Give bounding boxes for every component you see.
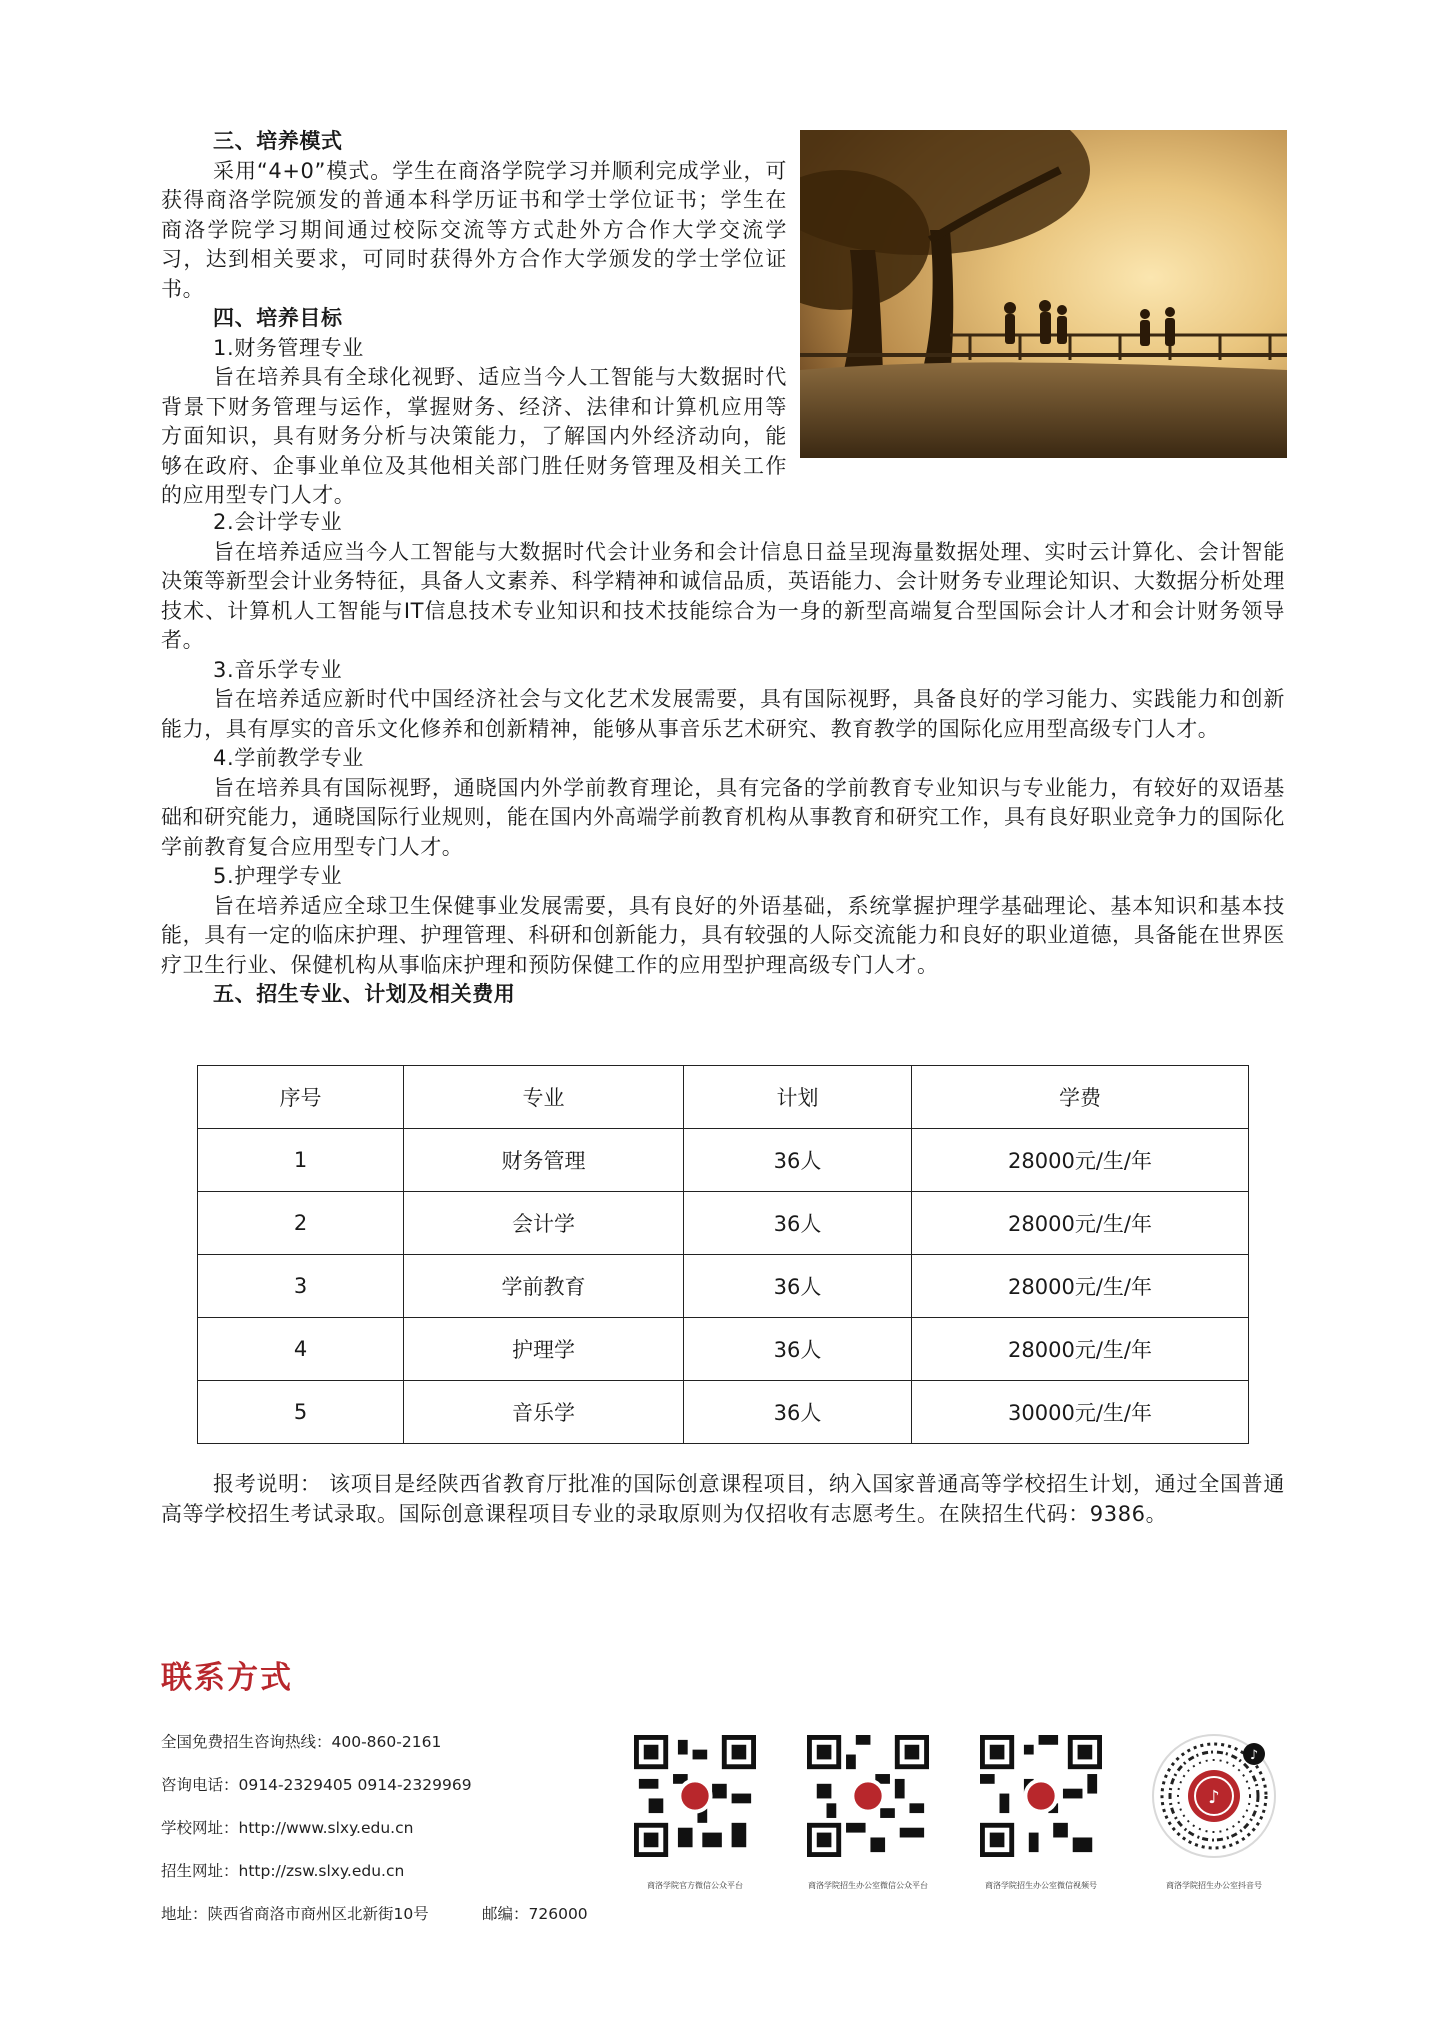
hotline: 全国免费招生咨询热线：400-860-2161: [161, 1733, 442, 1751]
cell-plan: 36人: [684, 1129, 912, 1192]
cell-index: 4: [198, 1318, 404, 1381]
cell-major: 护理学: [404, 1318, 684, 1381]
header-plan: 计划: [684, 1066, 912, 1129]
cell-plan: 36人: [684, 1381, 912, 1444]
table-header-row: [198, 1066, 1249, 1129]
table-row: [198, 1192, 1249, 1255]
enrollment-fee-table: [197, 1065, 1249, 1444]
header-tuition: 学费: [912, 1066, 1249, 1129]
major-5-name: 5.护理学专业: [213, 864, 343, 888]
cell-tuition: 28000元/生/年: [912, 1129, 1249, 1192]
header-index: 序号: [198, 1066, 404, 1129]
cell-major: 财务管理: [404, 1129, 684, 1192]
cell-tuition: 28000元/生/年: [912, 1192, 1249, 1255]
cell-tuition: 30000元/生/年: [912, 1381, 1249, 1444]
douyin-code[interactable]: [1150, 1732, 1278, 1860]
section4-title: 四、培养目标: [213, 306, 343, 330]
qr-code-video-channel[interactable]: [980, 1735, 1102, 1857]
qr-caption-3: 商洛学院招生办公室微信视频号: [985, 1881, 1097, 1890]
cell-index: 5: [198, 1381, 404, 1444]
major-5-desc: 旨在培养适应全球卫生保健事业发展需要，具有良好的外语基础，系统掌握护理学基础理论、基本知识和基本技能，具有一定的临床护理、护理管理、科研和创新能力，具有较强的人际交流能力和良好的职业道德，具备能在世界医疗卫生行业、保健机构从事临床护理和预防保健工作的应用型护理高级专门人才。: [161, 893, 1285, 977]
cell-major: 音乐学: [404, 1381, 684, 1444]
campus-photo: [800, 130, 1287, 458]
full-width-text: [161, 508, 1285, 1010]
cell-major: 会计学: [404, 1192, 684, 1255]
top-text-column: [161, 127, 787, 511]
major-1-desc: 旨在培养具有全球化视野、适应当今人工智能与大数据时代背景下财务管理与运作，掌握财务、经济、法律和计算机应用等方面知识，具有财务分析与决策能力，了解国内外经济动向，能够在政府、企事业单位及其他相关部门胜任财务管理及相关工作的应用型专门人才。: [161, 365, 787, 507]
table-row: [198, 1255, 1249, 1318]
table-row: [198, 1318, 1249, 1381]
section3-title: 三、培养模式: [213, 129, 343, 153]
major-4-desc: 旨在培养具有国际视野，通晓国内外学前教育理论，具有完备的学前教育专业知识与专业能力，有较好的双语基础和研究能力，通晓国际行业规则，能在国内外高端学前教育机构从事教育和研究工作，具有良好职业竞争力的国际化学前教育复合应用型专门人才。: [161, 775, 1285, 859]
qr-caption-1: 商洛学院官方微信公众平台: [647, 1881, 743, 1890]
cell-index: 3: [198, 1255, 404, 1318]
svg-text:♪: ♪: [1249, 1748, 1259, 1763]
cell-plan: 36人: [684, 1318, 912, 1381]
major-2-name: 2.会计学专业: [213, 510, 343, 534]
cell-tuition: 28000元/生/年: [912, 1255, 1249, 1318]
contact-title: 联系方式: [161, 1660, 293, 1696]
svg-text:♪: ♪: [1208, 1787, 1220, 1808]
qr-code-admissions-wechat[interactable]: [807, 1735, 929, 1857]
application-note: 报考说明： 该项目是经陕西省教育厅批准的国际创意课程项目，纳入国家普通高等学校招生计划，通过全国普通高等学校招生考试录取。国际创意课程项目专业的录取原则为仅招收有志愿考生。在陕招生代码：9386。: [161, 1472, 1285, 1526]
cell-index: 1: [198, 1129, 404, 1192]
qr-caption-2: 商洛学院招生办公室微信公众平台: [808, 1881, 928, 1890]
phone: 咨询电话：0914-2329405 0914-2329969: [161, 1776, 472, 1794]
cell-plan: 36人: [684, 1192, 912, 1255]
header-major: 专业: [404, 1066, 684, 1129]
table-row: [198, 1129, 1249, 1192]
cell-plan: 36人: [684, 1255, 912, 1318]
section3-body: 采用“4+0”模式。学生在商洛学院学习并顺利完成学业，可获得商洛学院颁发的普通本科学历证书和学士学位证书；学生在商洛学院学习期间通过校际交流等方式赴外方合作大学交流学习，达到相关要求，可同时获得外方合作大学颁发的学士学位证书。: [161, 158, 787, 301]
major-3-desc: 旨在培养适应新时代中国经济社会与文化艺术发展需要，具有国际视野，具备良好的学习能力、实践能力和创新能力，具有厚实的音乐文化修养和创新精神，能够从事音乐艺术研究、教育教学的国际化应用型高级专门人才。: [161, 687, 1285, 741]
cell-tuition: 28000元/生/年: [912, 1318, 1249, 1381]
section5-title: 五、招生专业、计划及相关费用: [213, 982, 516, 1006]
address: 地址：陕西省商洛市商州区北新街10号: [161, 1905, 429, 1923]
cell-index: 2: [198, 1192, 404, 1255]
major-4-name: 4.学前教学专业: [213, 746, 364, 770]
school-website[interactable]: 学校网址：http://www.slxy.edu.cn: [161, 1819, 414, 1837]
qr-code-official-wechat[interactable]: [634, 1735, 756, 1857]
major-1-name: 1.财务管理专业: [213, 335, 364, 360]
postcode: 邮编：726000: [482, 1905, 588, 1923]
major-2-desc: 旨在培养适应当今人工智能与大数据时代会计业务和会计信息日益呈现海量数据处理、实时云计算化、会计智能决策等新型会计业务特征，具备人文素养、科学精神和诚信品质，英语能力、会计财务专业理论知识、大数据分析处理技术、计算机人工智能与IT信息技术专业知识和技术技能综合为一身的新型高端复合型国际会计人才和会计财务领导者。: [161, 539, 1285, 652]
major-3-name: 3.音乐学专业: [213, 657, 343, 682]
admissions-website[interactable]: 招生网址：http://zsw.slxy.edu.cn: [161, 1862, 405, 1880]
qr-caption-4: 商洛学院招生办公室抖音号: [1166, 1881, 1262, 1890]
cell-major: 学前教育: [404, 1255, 684, 1318]
table-row: [198, 1381, 1249, 1444]
